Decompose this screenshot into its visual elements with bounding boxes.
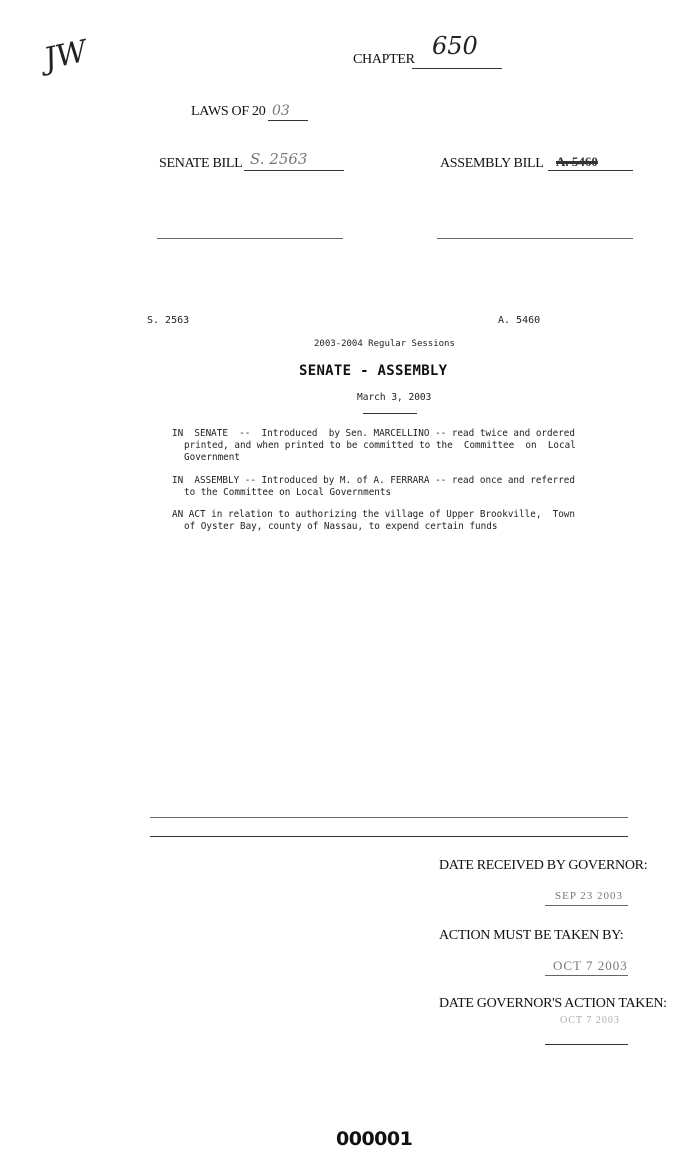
bottom-rule-1 bbox=[150, 817, 628, 818]
received-stamp: SEP 23 2003 bbox=[555, 890, 624, 902]
blank-line-right bbox=[437, 238, 633, 239]
senate-bill-label: SENATE BILL bbox=[159, 156, 243, 171]
chapter-label: CHAPTER bbox=[353, 52, 415, 67]
action-taken-label: DATE GOVERNOR'S ACTION TAKEN: bbox=[439, 996, 667, 1011]
deadline-underline bbox=[545, 975, 628, 976]
act-title-line-2: of Oyster Bay, county of Nassau, to expend certain funds bbox=[184, 521, 498, 532]
bill-heading: SENATE - ASSEMBLY bbox=[299, 363, 448, 379]
received-underline bbox=[545, 905, 628, 906]
laws-year: 03 bbox=[272, 103, 290, 119]
bottom-rule-2 bbox=[150, 836, 628, 837]
received-label: DATE RECEIVED BY GOVERNOR: bbox=[439, 858, 648, 873]
date-rule bbox=[363, 413, 417, 414]
action-taken-underline bbox=[545, 1044, 628, 1045]
senate-intro-line-2: printed, and when printed to be committed to the Committee on Local bbox=[184, 440, 576, 451]
action-taken-stamp: OCT 7 2003 bbox=[560, 1015, 620, 1026]
deadline-stamp: OCT 7 2003 bbox=[553, 958, 628, 973]
assembly-intro-line-2: to the Committee on Local Governments bbox=[184, 487, 392, 498]
session-line: 2003-2004 Regular Sessions bbox=[314, 339, 455, 349]
assembly-bill-value: A. 5460 bbox=[556, 154, 598, 169]
assembly-intro-line-1: IN ASSEMBLY -- Introduced by M. of A. FERRARA -- read once and referred bbox=[172, 475, 575, 486]
handwritten-initials: JW bbox=[40, 33, 91, 78]
assembly-number: A. 5460 bbox=[498, 315, 541, 326]
senate-bill-underline bbox=[244, 170, 344, 171]
assembly-bill-label: ASSEMBLY BILL bbox=[440, 156, 544, 171]
act-title-line-1: AN ACT in relation to authorizing the village of Upper Brookville, Town bbox=[172, 509, 575, 520]
senate-number: S. 2563 bbox=[147, 315, 190, 326]
senate-intro-line-3: Government bbox=[184, 452, 240, 463]
blank-line-left bbox=[157, 238, 343, 239]
chapter-value: 650 bbox=[432, 32, 478, 60]
laws-label: LAWS OF 20 bbox=[191, 104, 266, 119]
chapter-underline bbox=[412, 68, 502, 69]
deadline-label: ACTION MUST BE TAKEN BY: bbox=[439, 928, 624, 943]
senate-intro-line-1: IN SENATE -- Introduced by Sen. MARCELLINO -- read twice and ordered bbox=[172, 428, 575, 439]
bill-date: March 3, 2003 bbox=[357, 392, 432, 403]
page-number: 000001 bbox=[336, 1128, 413, 1150]
senate-bill-value: S. 2563 bbox=[250, 150, 308, 168]
assembly-bill-underline bbox=[548, 170, 633, 171]
laws-underline bbox=[268, 120, 308, 121]
